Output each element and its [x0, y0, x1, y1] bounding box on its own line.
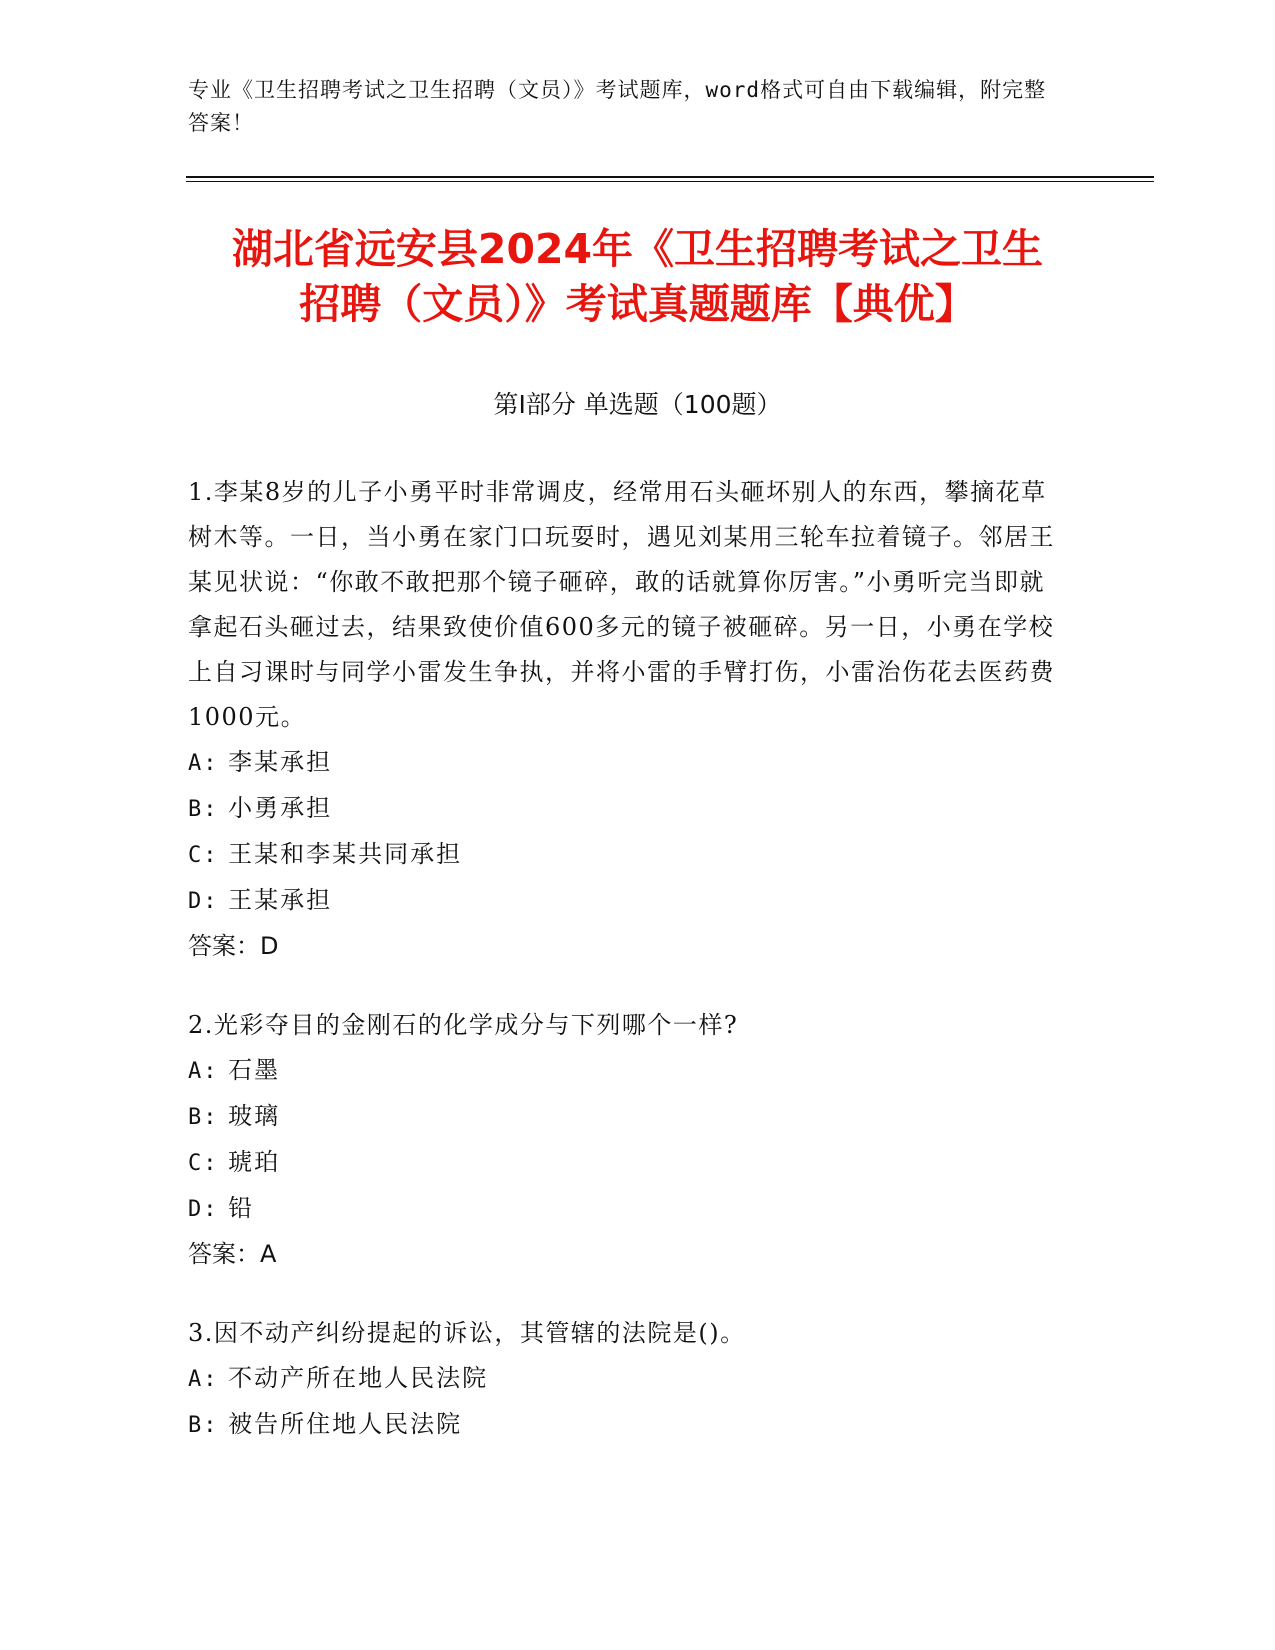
option-a	[188, 740, 1068, 786]
option-text: 王某和李某共同承担	[228, 840, 463, 868]
option-letter: D:	[188, 889, 219, 914]
option-a	[188, 1048, 1068, 1094]
option-letter: B:	[188, 797, 219, 822]
option-letter: B:	[188, 1413, 219, 1438]
document-title	[140, 222, 1135, 332]
option-text: 铅	[228, 1194, 255, 1222]
option-b	[188, 786, 1068, 832]
question-stem: 2.光彩夺目的金刚石的化学成分与下列哪个一样?	[188, 1011, 739, 1039]
option-letter: A:	[188, 1367, 219, 1392]
question-stem: 3.因不动产纠纷提起的诉讼，其管辖的法院是()。	[188, 1319, 746, 1347]
option-c	[188, 832, 1068, 878]
header-rule-thick	[186, 176, 1154, 178]
option-letter: C:	[188, 843, 219, 868]
option-d	[188, 1186, 1068, 1232]
question-stem: 1.李某8岁的儿子小勇平时非常调皮，经常用石头砸坏别人的东西，攀摘花草树木等。一日，当小勇在家门口玩耍时，遇见刘某用三轮车拉着镜子。邻居王某见状说：“你敢不敢把那个镜子砸碎，敢的话就算你厉害。”小勇听完当即就拿起石头砸过去，结果致使价值600多元的镜子被砸碎。另一日，小勇在学校上自习课时与同学小雷发生争执，并将小雷的手臂打伤，小雷治伤花去医药费1000元。	[188, 478, 1055, 731]
option-text: 李某承担	[228, 748, 333, 776]
option-text: 小勇承担	[228, 794, 333, 822]
option-a	[188, 1356, 1068, 1402]
option-letter: B:	[188, 1105, 219, 1130]
option-text: 石墨	[228, 1056, 281, 1084]
document-title-line-1: 湖北省远安县2024年《卫生招聘考试之卫生	[231, 225, 1044, 273]
option-text: 王某承担	[228, 886, 333, 914]
header-note: 专业《卫生招聘考试之卫生招聘（文员）》考试题库，word格式可自由下载编辑，附完整答案！	[188, 78, 1047, 135]
section-title: 第I部分 单选题（100题）	[493, 390, 782, 419]
answer-line: 答案：A	[188, 1240, 277, 1268]
option-text: 不动产所在地人民法院	[228, 1364, 489, 1392]
option-text: 琥珀	[228, 1148, 281, 1176]
option-letter: A:	[188, 1059, 219, 1084]
answer-line: 答案：D	[188, 932, 279, 960]
option-letter: A:	[188, 751, 219, 776]
option-b	[188, 1402, 1068, 1448]
question-3	[188, 1311, 1068, 1448]
option-c	[188, 1140, 1068, 1186]
header-rule-thin	[186, 181, 1154, 182]
option-b	[188, 1094, 1068, 1140]
option-text: 被告所住地人民法院	[228, 1410, 463, 1438]
document-title-line-2: 招聘（文员）》考试真题题库【典优】	[299, 280, 976, 328]
question-2	[188, 1003, 1068, 1277]
question-list	[188, 470, 1068, 1482]
option-letter: D:	[188, 1197, 219, 1222]
option-letter: C:	[188, 1151, 219, 1176]
option-text: 玻璃	[228, 1102, 281, 1130]
option-d	[188, 878, 1068, 924]
question-1	[188, 470, 1068, 969]
